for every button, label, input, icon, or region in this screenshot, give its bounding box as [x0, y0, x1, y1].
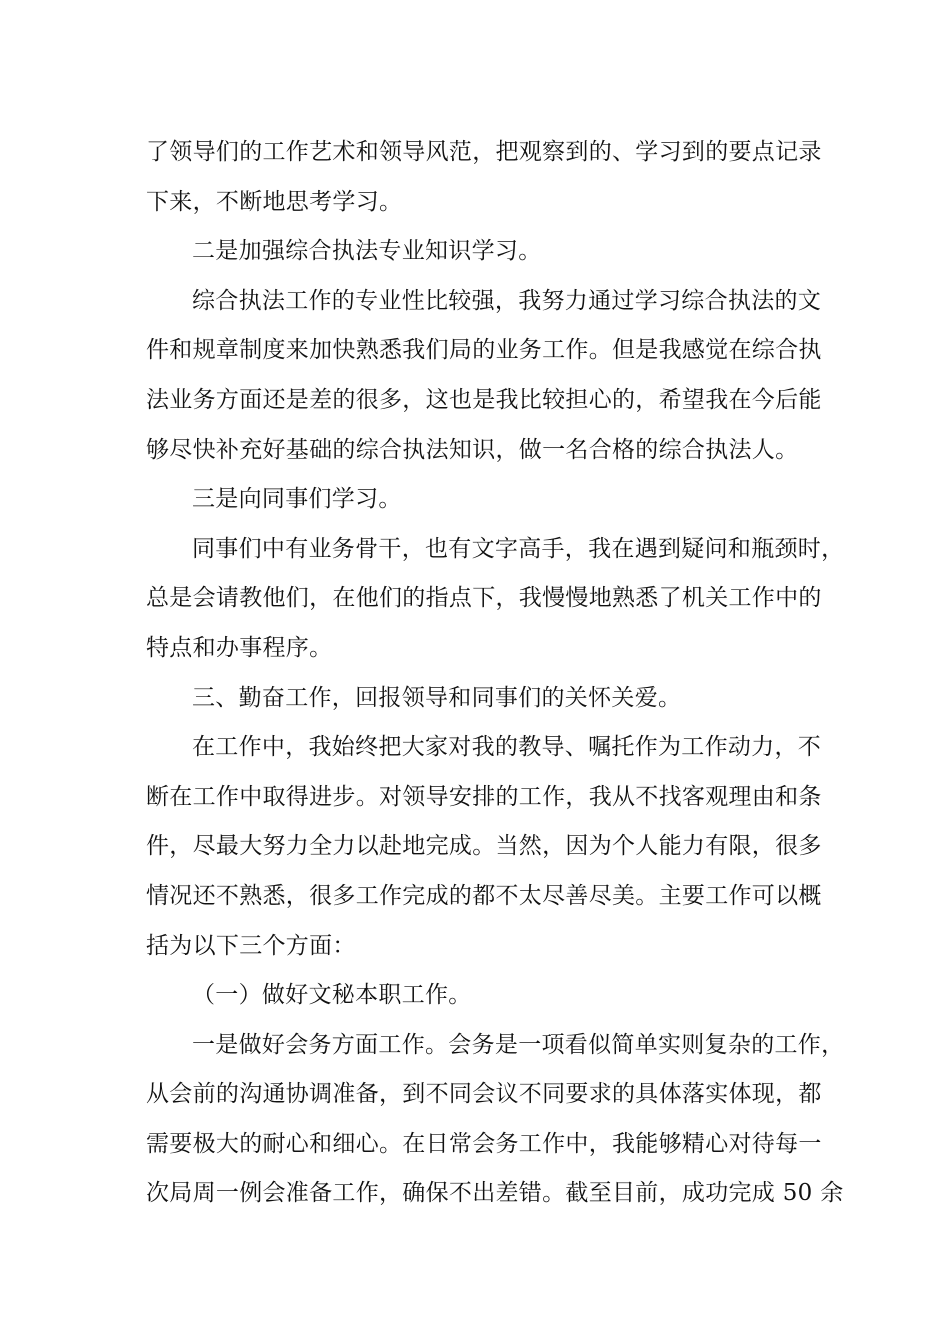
- paragraph-line: 一是做好会务方面工作。会务是一项看似简单实则复杂的工作，: [192, 1031, 845, 1058]
- paragraph-line: 了领导们的工作艺术和领导风范，把观察到的、学习到的要点记录: [146, 139, 822, 165]
- section-heading: （一）做好文秘本职工作。: [192, 982, 472, 1009]
- paragraph-line: 综合执法工作的专业性比较强，我努力通过学习综合执法的文: [192, 287, 822, 314]
- document-body: [146, 132, 845, 1223]
- paragraph-line: 从会前的沟通协调准备，到不同会议不同要求的具体落实体现，都: [146, 1081, 822, 1108]
- paragraph-line: 情况还不熟悉，很多工作完成的都不太尽善尽美。主要工作可以概: [146, 882, 822, 909]
- section-heading: 三是向同事们学习。: [192, 486, 402, 513]
- paragraph-line: 同事们中有业务骨干，也有文字高手，我在遇到疑问和瓶颈时，: [192, 535, 845, 562]
- paragraph-line: 法业务方面还是差的很多，这也是我比较担心的，希望我在今后能: [146, 386, 822, 413]
- paragraph-line: 断在工作中取得进步。对领导安排的工作，我从不找客观理由和条: [146, 783, 822, 810]
- paragraph-line: 需要极大的耐心和细心。在日常会务工作中，我能够精心对待每一: [146, 1130, 822, 1157]
- paragraph-line: 够尽快补充好基础的综合执法知识，做一名合格的综合执法人。: [146, 436, 799, 463]
- paragraph-line: 下来，不断地思考学习。: [146, 188, 403, 215]
- paragraph-line: 次局周一例会准备工作，确保不出差错。截至目前，成功完成 50 余: [146, 1180, 844, 1207]
- paragraph-line: 件和规章制度来加快熟悉我们局的业务工作。但是我感觉在综合执: [146, 337, 822, 364]
- section-heading: 三、勤奋工作，回报领导和同事们的关怀关爱。: [192, 684, 682, 711]
- section-heading: 二是加强综合执法专业知识学习。: [192, 238, 542, 265]
- paragraph-line: 特点和办事程序。: [146, 634, 333, 661]
- paragraph-line: 括为以下三个方面：: [146, 932, 356, 959]
- paragraph-line: 在工作中，我始终把大家对我的教导、嘱托作为工作动力，不: [192, 734, 822, 761]
- paragraph-line: 总是会请教他们，在他们的指点下，我慢慢地熟悉了机关工作中的: [146, 585, 822, 612]
- paragraph-line: 件，尽最大努力全力以赴地完成。当然，因为个人能力有限，很多: [146, 833, 822, 860]
